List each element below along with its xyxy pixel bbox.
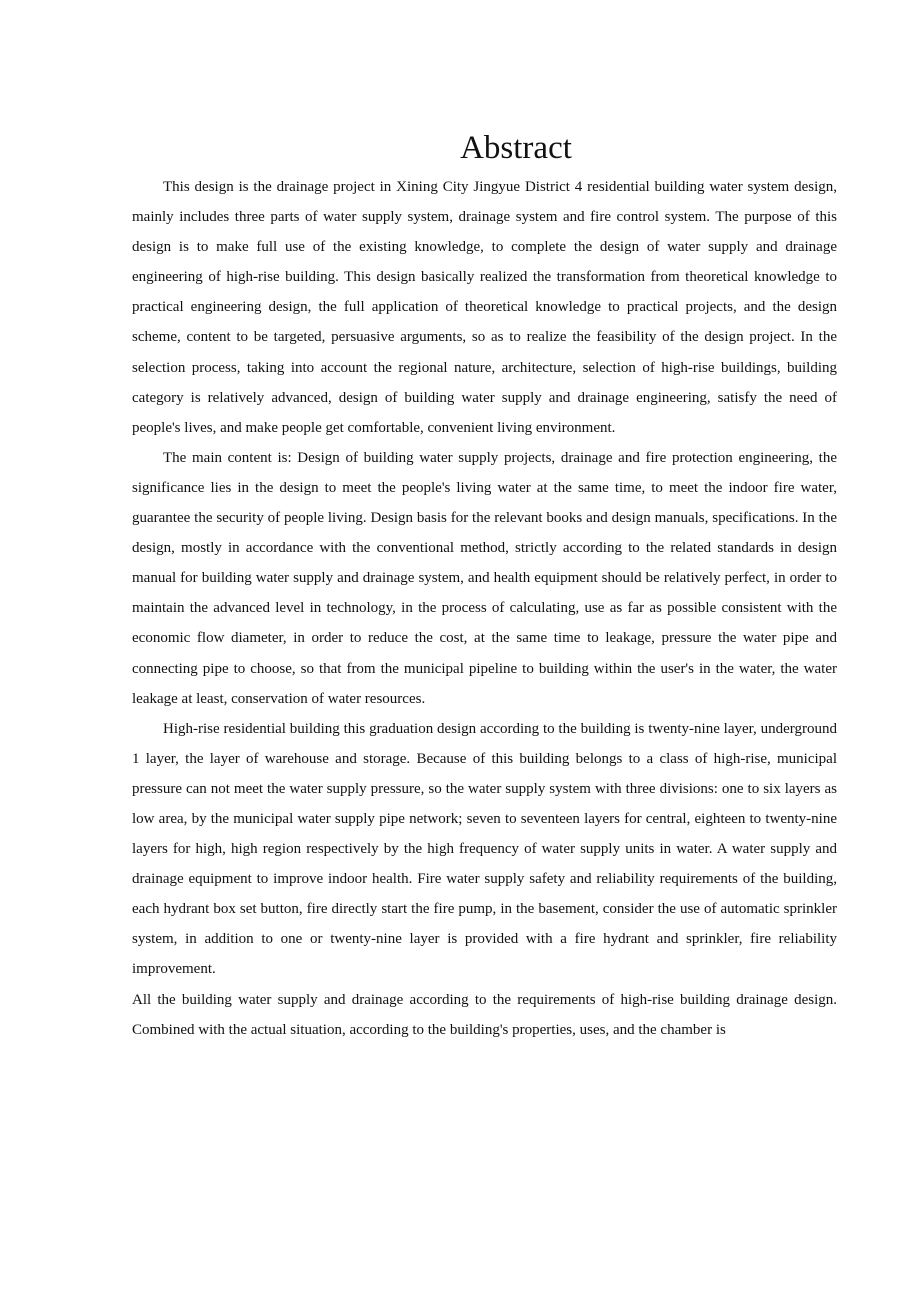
abstract-paragraph-1: This design is the drainage project in Xining City Jingyue District 4 residential building water system design, mainly includes three parts of water supply system, drainage system and fire control system. The purpose of this design is to make full use of the existing knowledge, to complete the design of water supply and drainage engineering of high-rise building. This design basically realized the transformation from theoretical knowledge to practical engineering design, the full application of theoretical knowledge to practical projects, and the design scheme, content to be targeted, persuasive arguments, so as to realize the feasibility of the design project. In the selection process, taking into account the regional nature, architecture, selection of high-rise buildings, building category is relatively advanced, design of building water supply and drainage engineering, satisfy the need of people's lives, and make people get comfortable, convenient living environment. — [132, 179, 837, 436]
abstract-paragraph-4: All the building water supply and drainage according to the requirements of high-rise building drainage design. Combined with the actual situation, according to the building's properties, uses, and the chamber is — [132, 991, 837, 1038]
abstract-title: Abstract — [460, 130, 572, 166]
abstract-paragraph-3: High-rise residential building this graduation design according to the building is twenty-nine layer, underground 1 layer, the layer of warehouse and storage. Because of this building belongs to a class of high-rise, municipal pressure can not meet the water supply pressure, so the water supply system with three divisions: one to six layers as low area, by the municipal water supply pipe network; seven to seventeen layers for central, eighteen to twenty-nine layers for high, high region respectively by the high frequency of water supply units in water. A water supply and drainage equipment to improve indoor health. Fire water supply safety and reliability requirements of the building, each hydrant box set button, fire directly start the fire pump, in the basement, consider the use of automatic sprinkler system, in addition to one or twenty-nine layer is provided with a fire hydrant and sprinkler, fire reliability improvement. — [132, 720, 837, 978]
abstract-paragraph-2: The main content is: Design of building water supply projects, drainage and fire protection engineering, the significance lies in the design to meet the people's living water at the same time, to meet the indoor fire water, guarantee the security of people living. Design basis for the relevant books and design manuals, specifications. In the design, mostly in accordance with the conventional method, strictly according to the related standards in design manual for building water supply and drainage system, and health equipment should be relatively perfect, in order to maintain the advanced level in technology, in the process of calculating, use as far as possible consistent with the economic flow diameter, in order to reduce the cost, at the same time to leakage, pressure the water pipe and connecting pipe to choose, so that from the municipal pipeline to building within the user's in the water, the water leakage at least, conservation of water resources. — [132, 449, 837, 707]
abstract-body — [132, 172, 837, 1045]
